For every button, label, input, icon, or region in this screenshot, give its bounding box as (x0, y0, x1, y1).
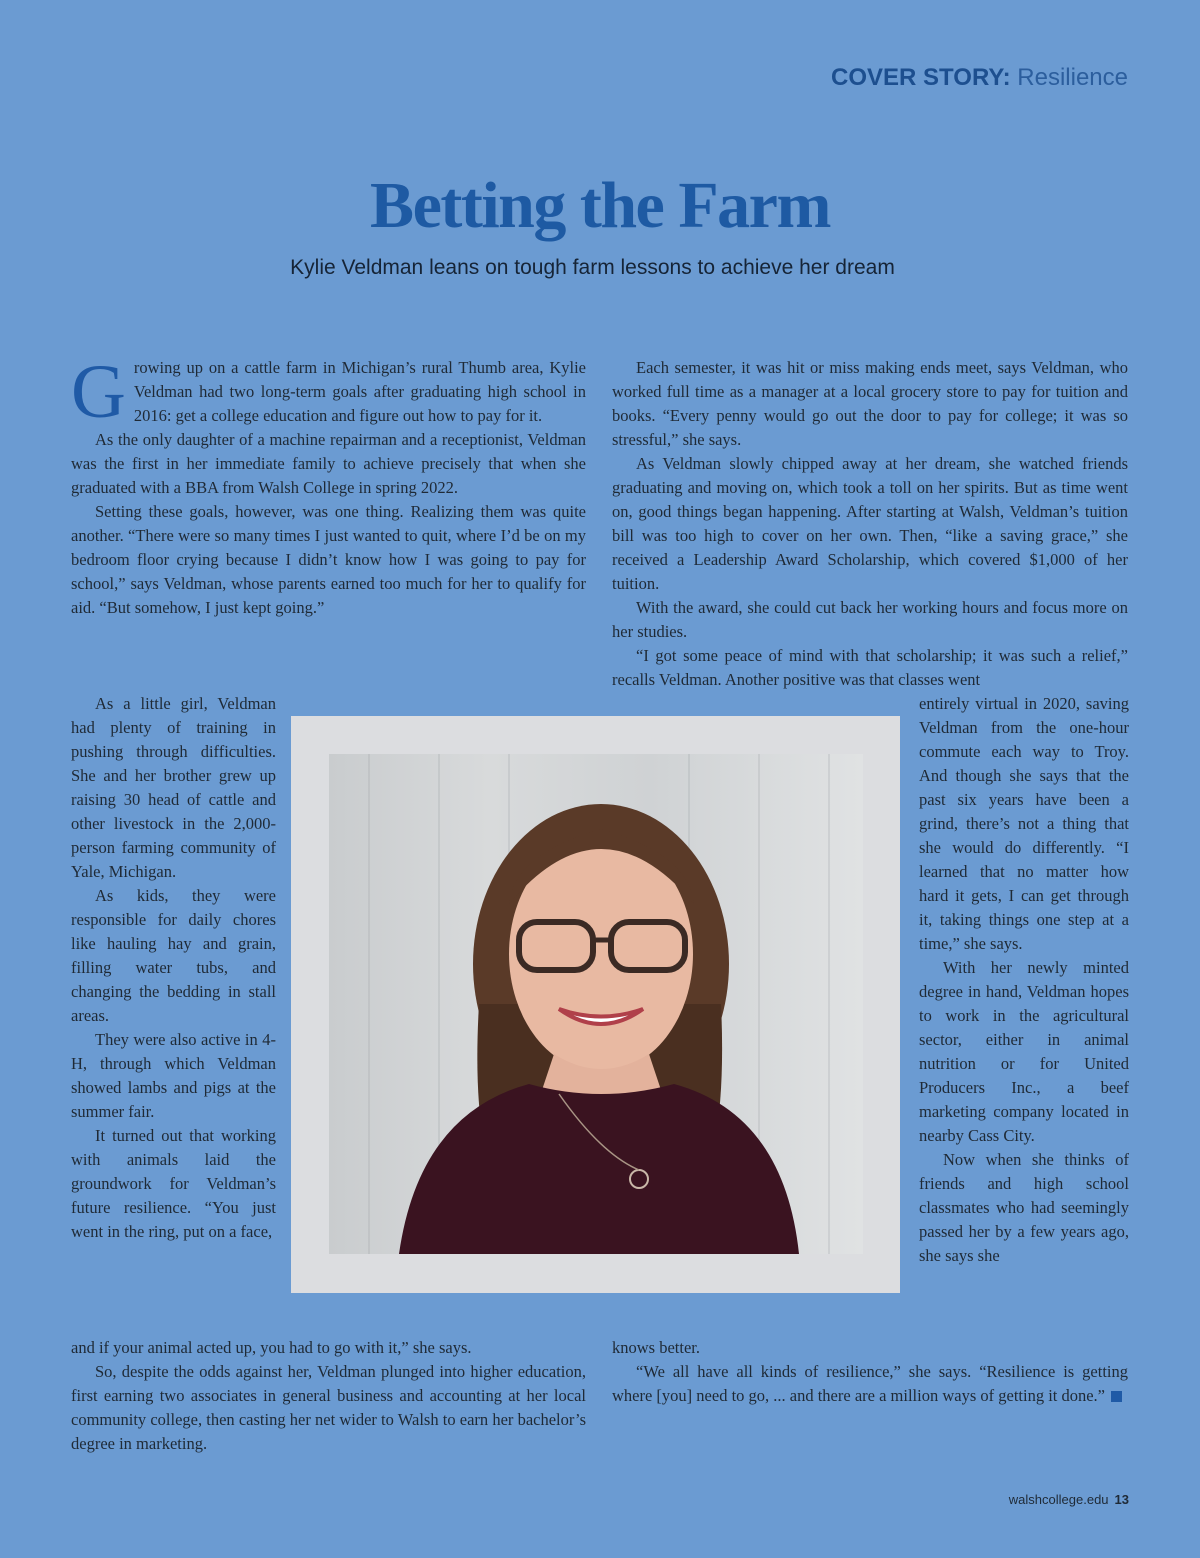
paragraph: So, despite the odds against her, Veldman plunged into higher education, first earning two associates in general business and accounting at her local community college, then casting her net wider to Walsh to earn her bachelor’s degree in marketing. (71, 1362, 586, 1453)
paragraph: With the award, she could cut back her working hours and focus more on her studies. (612, 598, 1128, 641)
paragraph: As Veldman slowly chipped away at her dream, she watched friends graduating and moving on, which took a toll on her spirits. But as time went on, good things began happening. After starting at Walsh, Veldman’s tuition bill was too high to cover on her own. Then, “like a saving grace,” she received a Leadership Award Scholarship, which covered $1,000 of her tuition. (612, 454, 1128, 593)
paragraph: and if your animal acted up, you had to go with it,” she says. (71, 1338, 472, 1357)
left-column-bottom (71, 1336, 586, 1456)
left-column-wrap (71, 692, 276, 1244)
section-topic: Resilience (1010, 64, 1128, 91)
paragraph-text: “We all have all kinds of resilience,” she says. “Resilience is getting where [you] need to go, ... and there are a million ways of getting it done.” (612, 1362, 1128, 1405)
left-column-top (71, 350, 586, 620)
paragraph: As the only daughter of a machine repairman and a receptionist, Veldman was the first in her immediate family to achieve precisely that when she graduated with a BBA from Walsh College in spring 2022. (71, 430, 586, 497)
paragraph: “I got some peace of mind with that scholarship; it was such a relief,” recalls Veldman. Another positive was that classes went (612, 646, 1128, 689)
paragraph (71, 350, 586, 434)
paragraph: As kids, they were responsible for daily chores like hauling hay and grain, filling water tubs, and changing the bedding in stall areas. (71, 886, 276, 1025)
section-tag (831, 64, 1128, 92)
paragraph: It turned out that working with animals laid the groundwork for Veldman’s future resilience. “You just went in the ring, put on a face, (71, 1126, 276, 1241)
paragraph (612, 1360, 1128, 1408)
portrait-photo (329, 754, 863, 1254)
paragraph: They were also active in 4-H, through which Veldman showed lambs and pigs at the summer fair. (71, 1030, 276, 1121)
right-column-wrap (919, 692, 1129, 1268)
end-mark-icon (1111, 1391, 1122, 1402)
page-number: 13 (1114, 1492, 1129, 1507)
article-title: Betting the Farm (370, 169, 830, 242)
portrait-illustration (329, 754, 863, 1254)
page-footer (1009, 1492, 1129, 1507)
right-column-top (612, 356, 1128, 692)
paragraph: With her newly minted degree in hand, Veldman hopes to work in the agricultural sector, either in animal nutrition or for United Producers Inc., a beef marketing company located in nearby Cass City. (919, 958, 1129, 1145)
paragraph: Each semester, it was hit or miss making ends meet, says Veldman, who worked full time as a manager at a local grocery store to pay for tuition and books. “Every penny would go out the door to pay for college; it was so stressful,” she says. (612, 358, 1128, 449)
section-label: COVER STORY: (831, 64, 1011, 91)
paragraph: As a little girl, Veldman had plenty of training in pushing through difficulties. She and her brother grew up raising 30 head of cattle and other livestock in the 2,000-person farming community of Yale, Michigan. (71, 694, 276, 881)
paragraph: knows better. (612, 1338, 700, 1357)
right-column-bottom (612, 1336, 1128, 1408)
article-subtitle: Kylie Veldman leans on tough farm lessons to achieve her dream (290, 256, 895, 279)
paragraph-text: rowing up on a cattle farm in Michigan’s rural Thumb area, Kylie Veldman had two long-term goals after graduating high school in 2016: get a college education and figure out how to pay for it. (133, 358, 586, 425)
photo-frame (291, 716, 900, 1293)
paragraph: Now when she thinks of friends and high school classmates who had seemingly passed her by a few years ago, she says she (919, 1150, 1129, 1265)
footer-site: walshcollege.edu (1008, 1492, 1109, 1507)
drop-cap: G (71, 350, 126, 434)
paragraph: Setting these goals, however, was one thing. Realizing them was quite another. “There were so many times I just wanted to quit, where I’d be on my bedroom floor crying because I didn’t know how I was going to pay for school,” says Veldman, whose parents earned too much for her to qualify for aid. “But somehow, I just kept going.” (71, 502, 586, 617)
paragraph: entirely virtual in 2020, saving Veldman from the one-hour commute each way to Troy. And though she says that the past six years have been a grind, there’s not a thing that she would do differently. “I learned that no matter how hard it gets, I can get through it, taking things one step at a time,” she says. (919, 694, 1129, 953)
